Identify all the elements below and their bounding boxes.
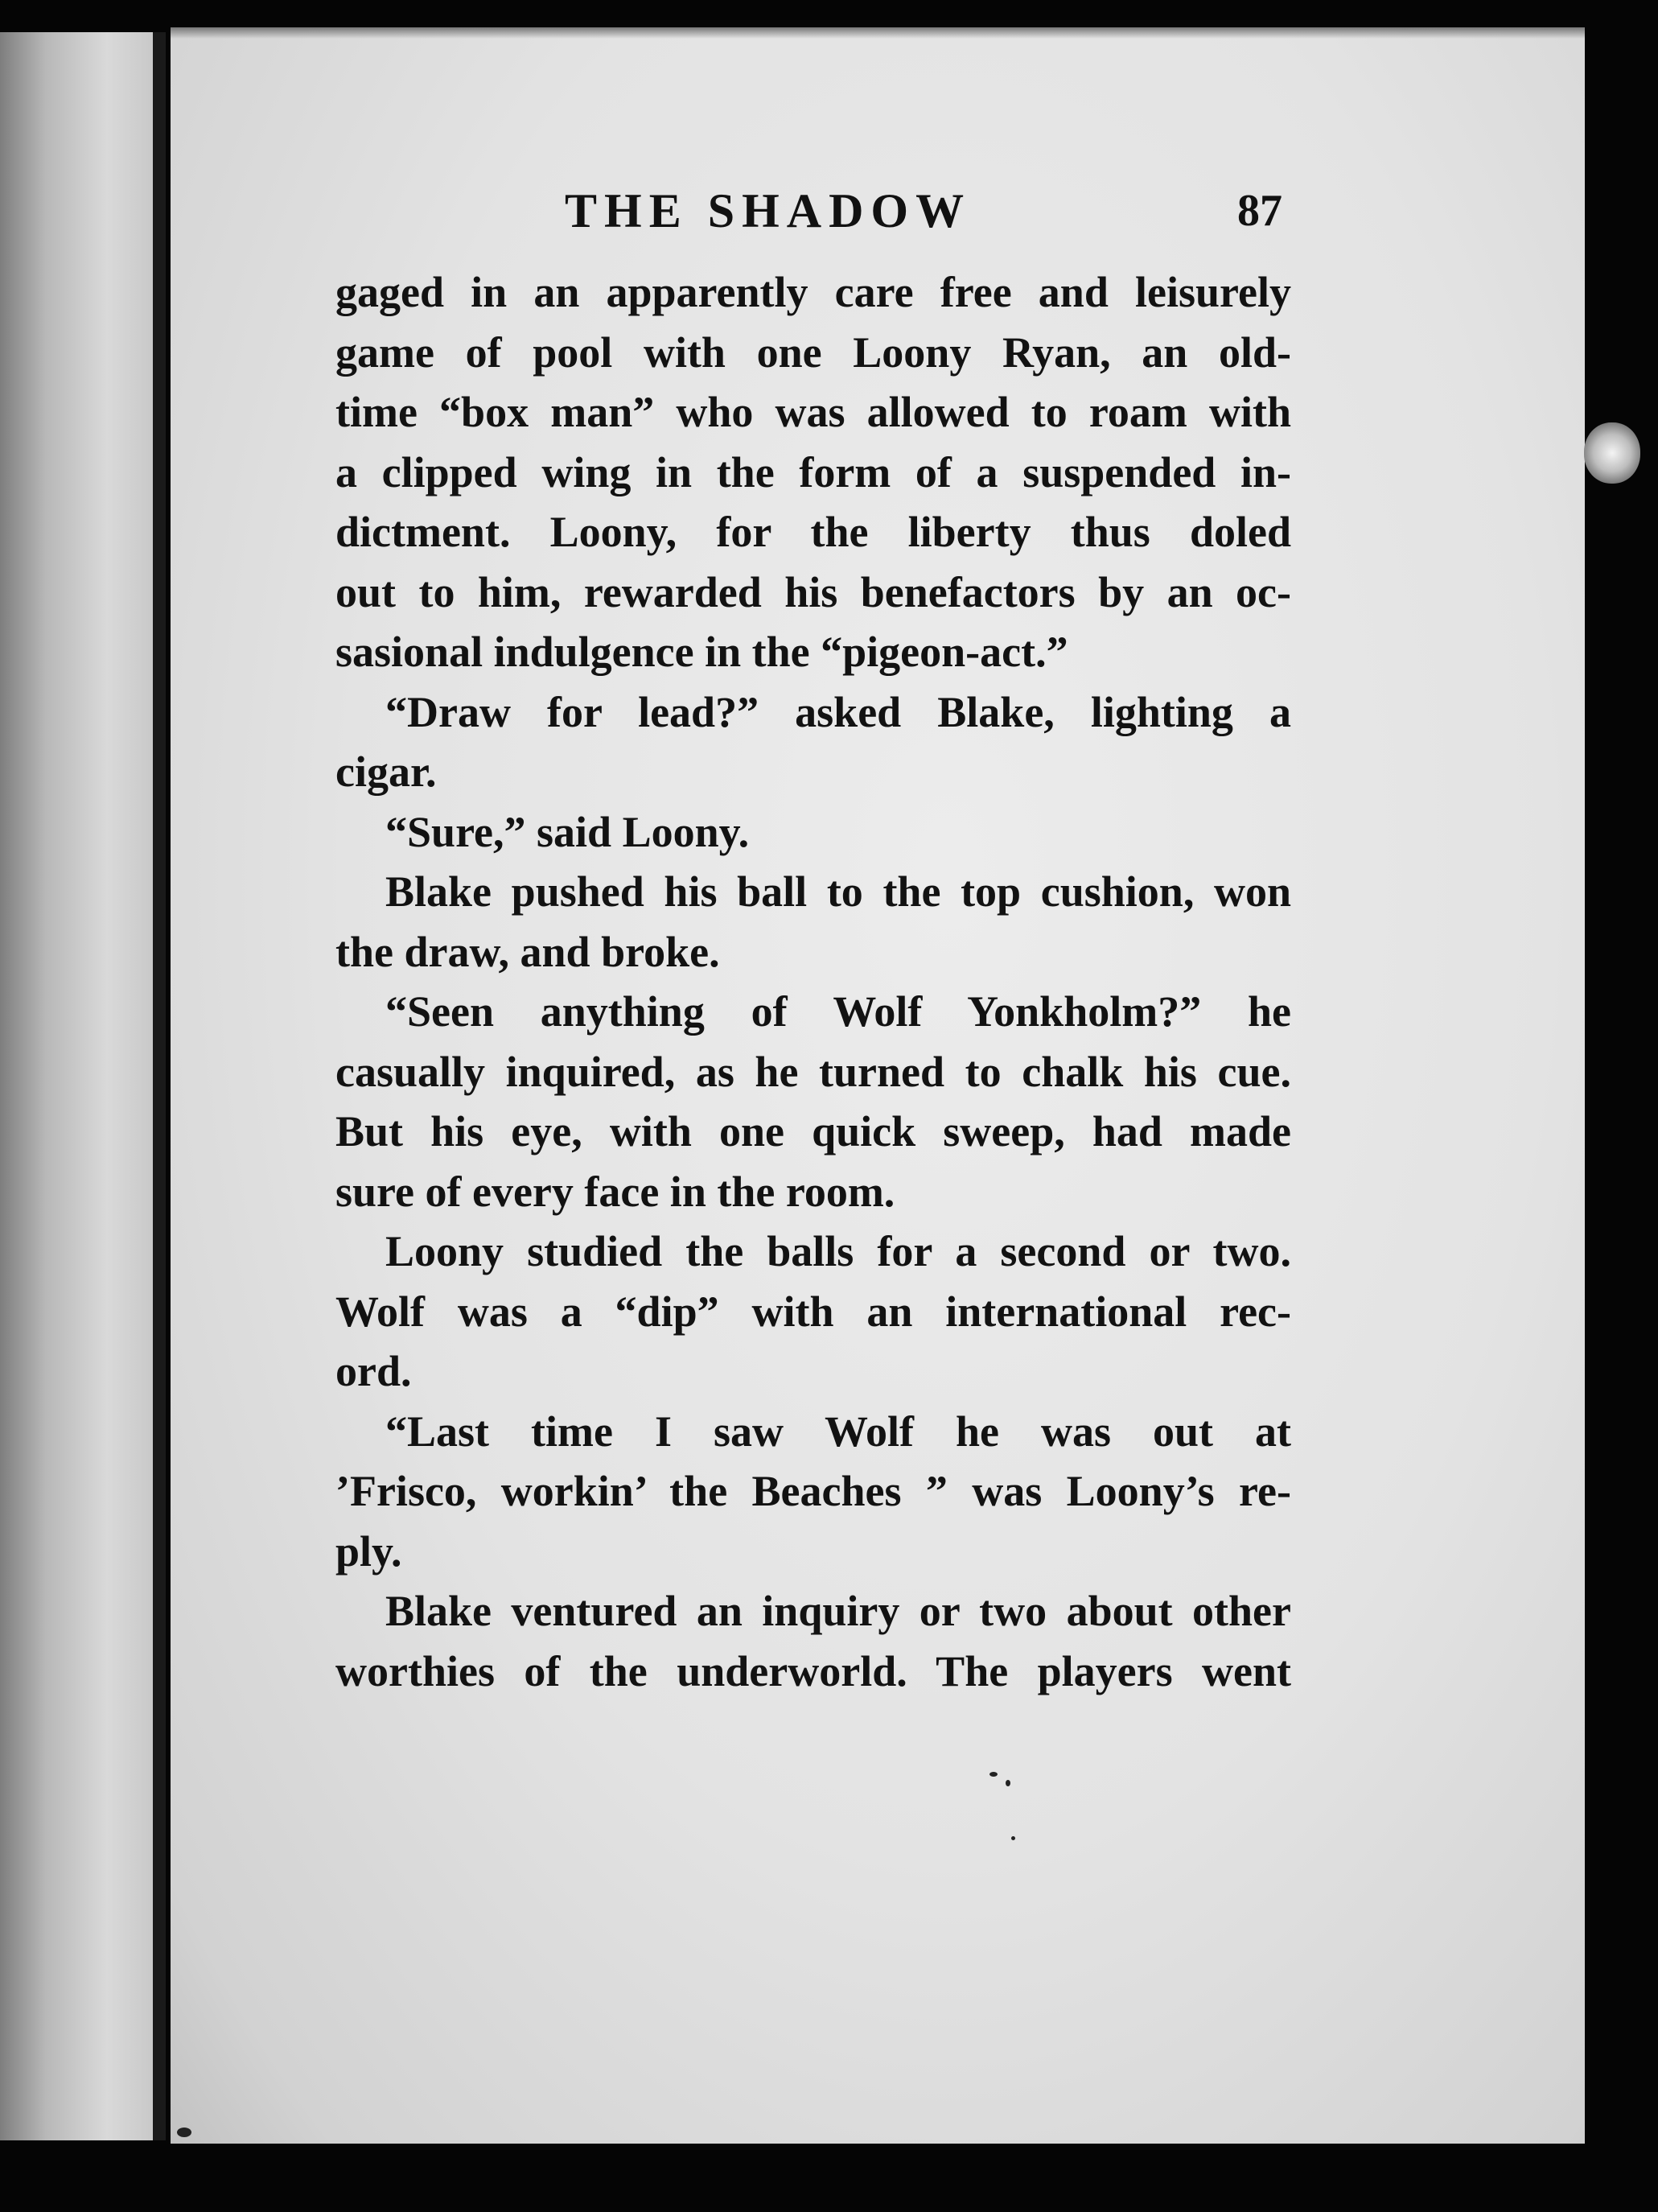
scan-speck [1011,1836,1015,1840]
text-line: worthies of the underworld. The players went [335,1646,1291,1695]
running-title: THE SHADOW [565,184,972,237]
text-line: out to him, rewarded his benefactors by an oc- [335,567,1291,616]
text-line: dictment. Loony, for the liberty thus doled [335,508,1291,556]
text-line: But his eye, with one quick sweep, had made [335,1107,1291,1155]
text-line: the draw, and broke. [335,927,720,976]
text-line: ’Frisco, workin’ the Beaches ” was Loony’s re- [335,1467,1291,1515]
text-line: ord. [335,1347,412,1395]
scan-blot [1584,422,1640,484]
book-page [171,27,1585,2144]
page-number: 87 [1237,186,1282,236]
text-line: game of pool with one Loony Ryan, an old- [335,327,1291,377]
text-line: gaged in an apparently care free and leisurely [335,268,1291,316]
text-line: Wolf was a “dip” with an international rec- [335,1287,1291,1336]
text-line: Blake ventured an inquiry or two about other [385,1587,1291,1635]
text-line: “Draw for lead?” asked Blake, lighting a [385,687,1291,736]
scan-speck [989,1772,998,1777]
text-line: “Last time I saw Wolf he was out at [385,1407,1291,1456]
running-head [171,179,1585,243]
text-line: “Sure,” said Loony. [385,807,750,856]
text-line: ply. [335,1526,402,1576]
scan-speck [177,2128,191,2137]
text-line: time “box man” who was allowed to roam with [335,388,1291,436]
text-line: a clipped wing in the form of a suspended in- [335,447,1291,496]
text-line: sasional indulgence in the “pigeon-act.” [335,628,1068,676]
facing-page-edge [0,32,153,2140]
text-line: casually inquired, as he turned to chalk his cue. [335,1047,1291,1096]
text-line: Loony studied the balls for a second or two. [385,1227,1291,1275]
text-line: sure of every face in the room. [335,1167,895,1216]
text-line: cigar. [335,748,437,796]
scan-speck [1006,1780,1010,1786]
text-line: Blake pushed his ball to the top cushion, won [385,867,1291,916]
text-line: “Seen anything of Wolf Yonkholm?” he [385,987,1291,1036]
body-text [335,262,1291,1701]
